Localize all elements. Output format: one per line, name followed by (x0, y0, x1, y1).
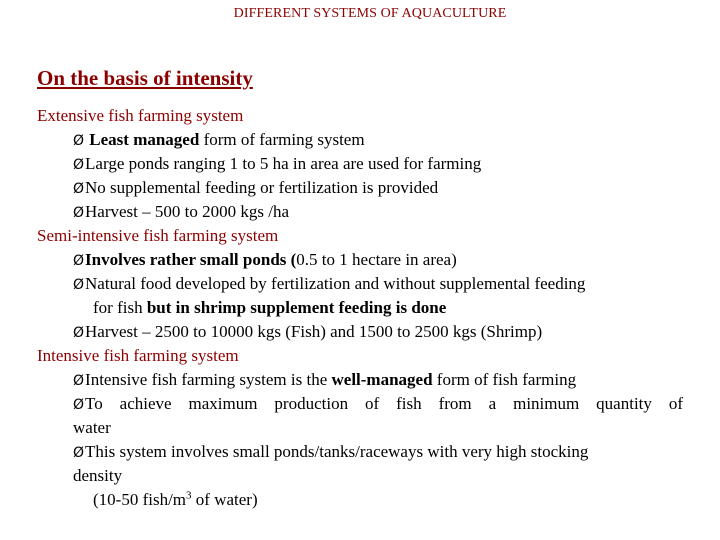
page-title: DIFFERENT SYSTEMS OF AQUACULTURE (233, 6, 507, 21)
text: of water) (191, 490, 258, 509)
arrow-bullet-icon: Ø (73, 325, 85, 341)
semi-bullet-2-continued (93, 298, 446, 318)
arrow-bullet-icon: Ø (73, 397, 85, 413)
text: No supplemental feeding or fertilization is provided (85, 178, 439, 197)
superscript: 3 (186, 489, 192, 502)
bold-text: but in shrimp supplement feeding is done (146, 298, 447, 317)
text: Natural food developed by fertilization and without supplemental feeding (85, 274, 586, 293)
arrow-bullet-icon: Ø (73, 181, 85, 197)
intensive-bullet-3-continued: density (73, 466, 123, 485)
arrow-bullet-icon: Ø (73, 373, 85, 389)
intensive-bullet-2-continued: water (73, 418, 111, 437)
text: Intensive fish farming system is the (85, 370, 332, 389)
extensive-bullet-3 (73, 178, 438, 199)
text: This system involves small ponds/tanks/raceways with very high stocking (85, 442, 589, 461)
intensive-heading: Intensive fish farming system (37, 346, 239, 365)
section-subtitle: On the basis of intensity (37, 66, 253, 90)
intensive-bullet-2 (73, 394, 683, 415)
arrow-bullet-icon: Ø (73, 445, 85, 461)
extensive-bullet-4 (73, 202, 289, 223)
text: Large ponds ranging 1 to 5 ha in area are used for farming (85, 154, 482, 173)
bold-text: Involves rather small ponds ( (85, 250, 297, 269)
extensive-bullet-2 (73, 154, 481, 175)
intensive-bullet-1 (73, 370, 576, 391)
text: form of fish farming (432, 370, 577, 389)
arrow-bullet-icon: Ø (73, 253, 85, 269)
bold-text: Least managed (89, 130, 200, 149)
text: 0.5 to 1 hectare in area) (296, 250, 457, 269)
bold-text: well-managed (331, 370, 433, 389)
extensive-bullet-1 (73, 130, 365, 151)
text: for fish (93, 298, 147, 317)
extensive-heading: Extensive fish farming system (37, 106, 244, 125)
arrow-bullet-icon: Ø (73, 277, 85, 293)
text: form of farming system (199, 130, 365, 149)
arrow-bullet-icon: Ø (73, 133, 85, 149)
semi-bullet-1 (73, 250, 457, 271)
text: Harvest – 2500 to 10000 kgs (Fish) and 1500 to 2500 kgs (Shrimp) (85, 322, 543, 341)
arrow-bullet-icon: Ø (73, 205, 85, 221)
arrow-bullet-icon: Ø (73, 157, 85, 173)
semi-bullet-3 (73, 322, 542, 343)
text: (10-50 fish/m (93, 490, 187, 509)
intensive-bullet-3 (73, 442, 588, 463)
intensive-bullet-3-density (93, 490, 258, 510)
text: To achieve maximum production of fish from a minimum quantity of (85, 394, 683, 413)
semi-intensive-heading: Semi-intensive fish farming system (37, 226, 279, 245)
semi-bullet-2 (73, 274, 585, 295)
text: Harvest – 500 to 2000 kgs /ha (85, 202, 290, 221)
